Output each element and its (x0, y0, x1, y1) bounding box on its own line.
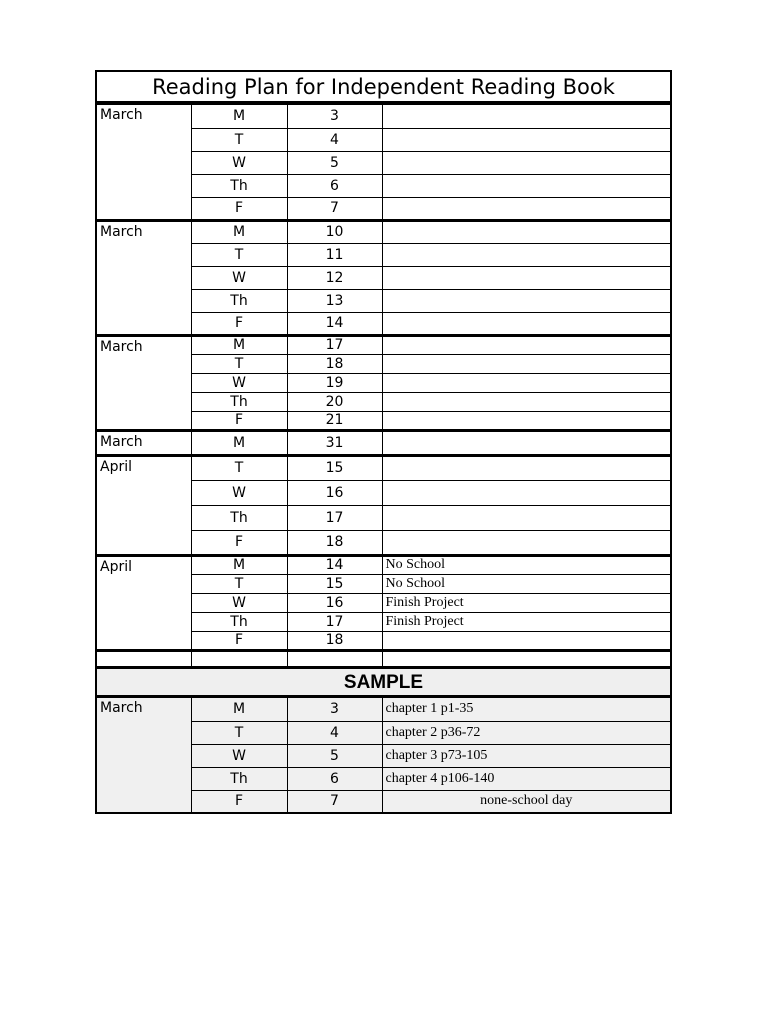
date-cell: 4 (287, 128, 382, 151)
date-cell: 20 (287, 392, 382, 411)
reading-note-cell[interactable] (382, 128, 670, 151)
sample-day-cell: T (191, 721, 287, 744)
sample-date-cell: 4 (287, 721, 382, 744)
table-row (97, 220, 670, 243)
date-cell: 5 (287, 151, 382, 174)
plan-table (97, 105, 670, 666)
sample-date-cell: 5 (287, 744, 382, 767)
date-cell: 18 (287, 631, 382, 650)
reading-note-cell[interactable] (382, 105, 670, 128)
month-cell: March (97, 430, 191, 455)
day-cell: T (191, 455, 287, 480)
reading-note-cell[interactable] (382, 373, 670, 392)
reading-note-cell[interactable]: Finish Project (382, 612, 670, 631)
sample-row (97, 698, 670, 721)
day-cell: F (191, 197, 287, 220)
date-cell: 6 (287, 174, 382, 197)
month-cell: March (97, 105, 191, 220)
day-cell: Th (191, 505, 287, 530)
date-cell: 3 (287, 105, 382, 128)
reading-note-cell[interactable] (382, 289, 670, 312)
day-cell: F (191, 530, 287, 555)
reading-note-cell[interactable] (382, 174, 670, 197)
table-row (97, 335, 670, 354)
blank-cell (287, 650, 382, 666)
sample-date-cell: 7 (287, 790, 382, 813)
table-row (97, 105, 670, 128)
reading-note-cell[interactable] (382, 631, 670, 650)
reading-note-cell[interactable] (382, 266, 670, 289)
day-cell: W (191, 151, 287, 174)
date-cell: 31 (287, 430, 382, 455)
date-cell: 15 (287, 574, 382, 593)
day-cell: Th (191, 612, 287, 631)
date-cell: 13 (287, 289, 382, 312)
sample-month-cell: March (97, 698, 191, 813)
date-cell: 15 (287, 455, 382, 480)
sample-note-cell: chapter 3 p73-105 (382, 744, 670, 767)
table-row (97, 555, 670, 574)
sample-day-cell: W (191, 744, 287, 767)
reading-note-cell[interactable]: No School (382, 555, 670, 574)
day-cell: T (191, 354, 287, 373)
reading-note-cell[interactable] (382, 480, 670, 505)
sample-table (97, 698, 670, 814)
reading-note-cell[interactable]: Finish Project (382, 593, 670, 612)
day-cell: F (191, 411, 287, 430)
reading-note-cell[interactable] (382, 335, 670, 354)
day-cell: W (191, 266, 287, 289)
day-cell: F (191, 312, 287, 335)
date-cell: 21 (287, 411, 382, 430)
reading-note-cell[interactable] (382, 392, 670, 411)
day-cell: M (191, 430, 287, 455)
day-cell: Th (191, 289, 287, 312)
blank-cell (97, 650, 191, 666)
sample-date-cell: 3 (287, 698, 382, 721)
date-cell: 14 (287, 555, 382, 574)
sample-date-cell: 6 (287, 767, 382, 790)
sample-day-cell: M (191, 698, 287, 721)
reading-note-cell[interactable] (382, 312, 670, 335)
month-cell: March (97, 335, 191, 430)
day-cell: T (191, 243, 287, 266)
day-cell: M (191, 105, 287, 128)
day-cell: M (191, 335, 287, 354)
day-cell: F (191, 631, 287, 650)
date-cell: 17 (287, 335, 382, 354)
day-cell: W (191, 373, 287, 392)
reading-note-cell[interactable] (382, 220, 670, 243)
sample-note-cell: chapter 4 p106-140 (382, 767, 670, 790)
blank-cell (191, 650, 287, 666)
day-cell: T (191, 128, 287, 151)
day-cell: Th (191, 174, 287, 197)
blank-cell (382, 650, 670, 666)
reading-note-cell[interactable] (382, 430, 670, 455)
month-cell: April (97, 455, 191, 555)
reading-note-cell[interactable] (382, 197, 670, 220)
sample-day-cell: Th (191, 767, 287, 790)
reading-note-cell[interactable] (382, 243, 670, 266)
date-cell: 12 (287, 266, 382, 289)
blank-row (97, 650, 670, 666)
day-cell: M (191, 220, 287, 243)
reading-note-cell[interactable] (382, 151, 670, 174)
reading-note-cell[interactable]: No School (382, 574, 670, 593)
sample-note-cell: none-school day (382, 790, 670, 813)
date-cell: 17 (287, 612, 382, 631)
date-cell: 18 (287, 530, 382, 555)
sample-note-cell: chapter 1 p1-35 (382, 698, 670, 721)
day-cell: M (191, 555, 287, 574)
reading-plan-sheet (95, 70, 672, 814)
reading-note-cell[interactable] (382, 455, 670, 480)
day-cell: Th (191, 392, 287, 411)
date-cell: 19 (287, 373, 382, 392)
date-cell: 11 (287, 243, 382, 266)
reading-note-cell[interactable] (382, 354, 670, 373)
date-cell: 10 (287, 220, 382, 243)
date-cell: 16 (287, 593, 382, 612)
day-cell: T (191, 574, 287, 593)
page-title: Reading Plan for Independent Reading Book (97, 72, 670, 105)
reading-note-cell[interactable] (382, 505, 670, 530)
date-cell: 7 (287, 197, 382, 220)
date-cell: 17 (287, 505, 382, 530)
reading-note-cell[interactable] (382, 530, 670, 555)
date-cell: 16 (287, 480, 382, 505)
sample-heading: SAMPLE (97, 666, 670, 698)
reading-note-cell[interactable] (382, 411, 670, 430)
month-cell: March (97, 220, 191, 335)
sample-day-cell: F (191, 790, 287, 813)
day-cell: W (191, 593, 287, 612)
sample-note-cell: chapter 2 p36-72 (382, 721, 670, 744)
day-cell: W (191, 480, 287, 505)
date-cell: 14 (287, 312, 382, 335)
table-row (97, 455, 670, 480)
month-cell: April (97, 555, 191, 650)
table-row (97, 430, 670, 455)
date-cell: 18 (287, 354, 382, 373)
